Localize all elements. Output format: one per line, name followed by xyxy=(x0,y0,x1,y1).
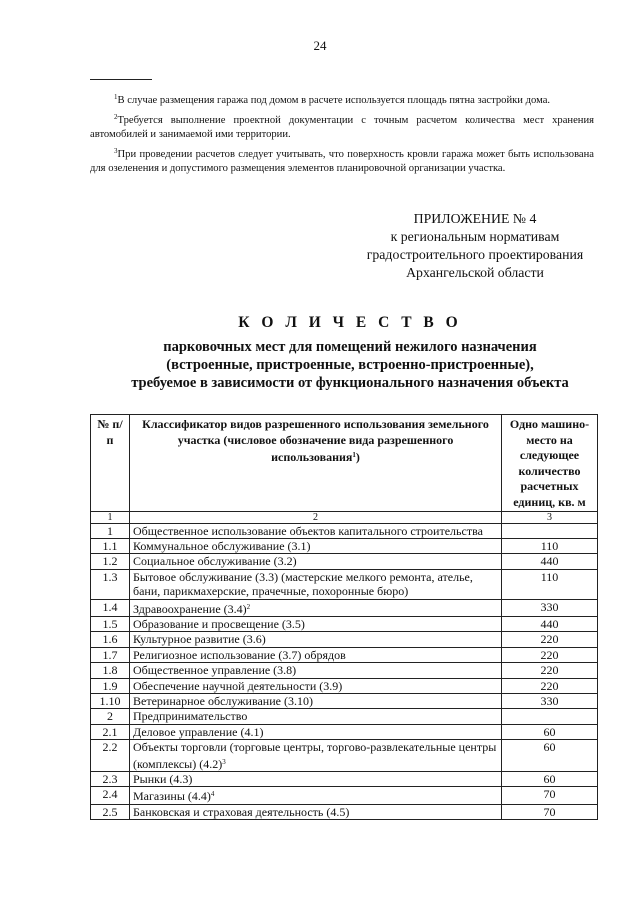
row-classifier: Социальное обслуживание (3.2) xyxy=(130,554,502,569)
column-index: 3 xyxy=(502,511,598,523)
title-heading: К О Л И Ч Е С Т В О xyxy=(238,314,462,331)
page-number: 24 xyxy=(313,38,327,53)
header-classifier: Классификатор видов разрешенного использования земельного участка (числовое обозначение вида разрешенного использования$^1$) xyxy=(130,415,502,512)
parking-norms-table xyxy=(90,414,598,820)
table-row xyxy=(91,787,598,804)
row-classifier: Деловое управление (4.1) xyxy=(130,724,502,739)
table-row xyxy=(91,523,598,538)
row-classifier: Коммунальное обслуживание (3.1) xyxy=(130,538,502,553)
appendix-block xyxy=(330,210,620,282)
table-row xyxy=(91,724,598,739)
row-number: 1 xyxy=(91,523,130,538)
row-number: 1.1 xyxy=(91,538,130,553)
table-row xyxy=(91,569,598,599)
row-number: 2.2 xyxy=(91,740,130,772)
row-classifier: Бытовое обслуживание (3.3) (мастерские мелкого ремонта, ателье, бани, парикмахерские, прачечные, похоронные бюро) xyxy=(130,569,502,599)
column-index: 1 xyxy=(91,511,130,523)
row-value: 60 xyxy=(502,740,598,772)
row-number: 2.3 xyxy=(91,772,130,787)
table-header-row xyxy=(91,415,598,512)
appendix-line: градостроительного проектирования xyxy=(366,247,584,262)
appendix-line: Архангельской области xyxy=(406,265,544,280)
table-row xyxy=(91,632,598,647)
header-num: № п/п xyxy=(91,415,130,512)
row-value xyxy=(502,523,598,538)
row-number: 2.1 xyxy=(91,724,130,739)
row-number: 1.6 xyxy=(91,632,130,647)
row-number: 1.10 xyxy=(91,694,130,709)
row-number: 1.7 xyxy=(91,647,130,662)
row-classifier: Здравоохранение $(3.4)^2$ xyxy=(130,599,502,616)
row-number: 1.3 xyxy=(91,569,130,599)
table-row xyxy=(91,740,598,772)
row-value: 60 xyxy=(502,724,598,739)
row-classifier: Ветеринарное обслуживание (3.10) xyxy=(130,694,502,709)
table-row xyxy=(91,709,598,724)
header-value: Одно машино-место на следующее количество расчетных единиц, кв. м xyxy=(502,415,598,512)
row-value: 110 xyxy=(502,538,598,553)
footnote-text: Требуется выполнение проектной документации с точным расчетом количества мест хранения автомобилей и занимаемой ими территории. xyxy=(90,115,594,140)
appendix-line: к региональным нормативам xyxy=(390,229,560,244)
row-value: 70 xyxy=(502,804,598,819)
column-index-row xyxy=(91,511,598,523)
row-value: 220 xyxy=(502,663,598,678)
footnote-divider xyxy=(90,79,152,80)
row-number: 1.9 xyxy=(91,678,130,693)
row-value: 220 xyxy=(502,632,598,647)
table-row xyxy=(91,599,598,616)
table-row xyxy=(91,663,598,678)
footnote-ref: 3 xyxy=(222,757,226,766)
footnote-mark: 3 xyxy=(114,147,118,155)
row-classifier: Общественное управление (3.8) xyxy=(130,663,502,678)
row-value: 220 xyxy=(502,647,598,662)
footnote-1 xyxy=(90,90,594,108)
table-row xyxy=(91,554,598,569)
row-classifier: Магазины $(4.4)^4$ xyxy=(130,787,502,804)
row-classifier: Объекты торговли (торговые центры, торгово-развлекательные центры (комплексы) $(4.2)^3$ xyxy=(130,740,502,772)
table-row xyxy=(91,617,598,632)
row-classifier: Общественное использование объектов капитального строительства xyxy=(130,523,502,538)
row-classifier: Культурное развитие (3.6) xyxy=(130,632,502,647)
footnote-mark: 1 xyxy=(114,93,118,101)
table-row xyxy=(91,772,598,787)
title-line: (встроенные, пристроенные, встроенно-пристроенные), xyxy=(166,357,534,373)
row-value: 330 xyxy=(502,599,598,616)
row-number: 1.2 xyxy=(91,554,130,569)
table-row xyxy=(91,804,598,819)
appendix-label: ПРИЛОЖЕНИЕ № 4 xyxy=(413,211,537,226)
row-value: 220 xyxy=(502,678,598,693)
row-value: 440 xyxy=(502,554,598,569)
row-number: 2 xyxy=(91,709,130,724)
row-value: 60 xyxy=(502,772,598,787)
footnote-text: В случае размещения гаража под домом в расчете используется площадь пятна застройки дома. xyxy=(117,95,551,106)
row-value xyxy=(502,709,598,724)
row-classifier: Образование и просвещение (3.5) xyxy=(130,617,502,632)
row-classifier: Банковская и страховая деятельность (4.5) xyxy=(130,804,502,819)
row-classifier: Религиозное использование (3.7) обрядов xyxy=(130,647,502,662)
document-title xyxy=(60,314,640,392)
title-line: требуемое в зависимости от функционального назначения объекта xyxy=(131,375,569,391)
row-value: 70 xyxy=(502,787,598,804)
footnote-ref: 2 xyxy=(246,602,251,611)
column-index: 2 xyxy=(130,511,502,523)
title-line: парковочных мест для помещений нежилого назначения xyxy=(163,339,537,355)
row-classifier: Предпринимательство xyxy=(130,709,502,724)
footnote-text: При проведении расчетов следует учитывать, что поверхность кровли гаража может быть использована для озеленения и допустимого размещения элементов планировочной организации участка. xyxy=(90,149,594,174)
row-classifier: Рынки (4.3) xyxy=(130,772,502,787)
footnote-3 xyxy=(90,144,594,176)
table-row xyxy=(91,694,598,709)
row-value: 440 xyxy=(502,617,598,632)
footnote-mark: 2 xyxy=(114,113,118,121)
row-value: 110 xyxy=(502,569,598,599)
footnote-2 xyxy=(90,110,594,142)
footnotes xyxy=(90,90,594,178)
table-row xyxy=(91,647,598,662)
row-number: 2.5 xyxy=(91,804,130,819)
row-number: 1.4 xyxy=(91,599,130,616)
table-row xyxy=(91,538,598,553)
row-number: 1.8 xyxy=(91,663,130,678)
footnote-ref: 4 xyxy=(210,790,215,799)
row-value: 330 xyxy=(502,694,598,709)
row-number: 1.5 xyxy=(91,617,130,632)
row-number: 2.4 xyxy=(91,787,130,804)
table-row xyxy=(91,678,598,693)
row-classifier: Обеспечение научной деятельности (3.9) xyxy=(130,678,502,693)
